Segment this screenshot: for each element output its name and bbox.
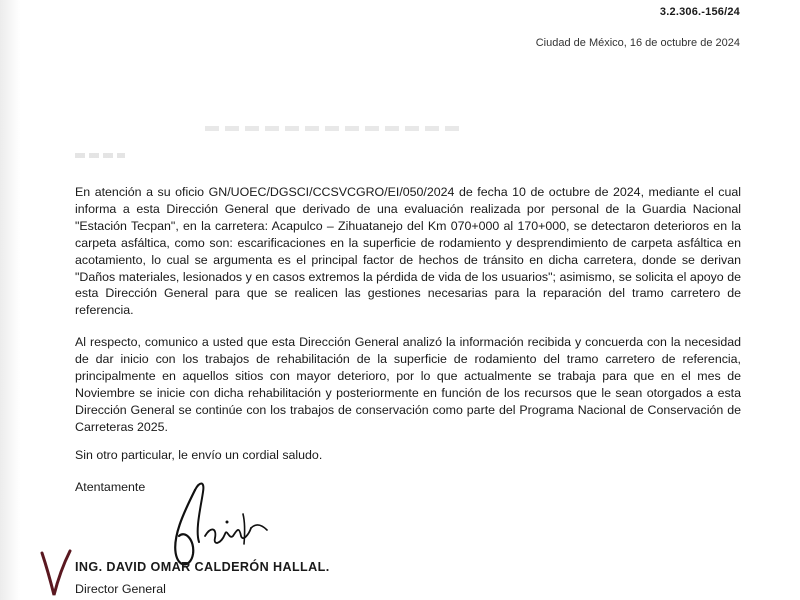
- faded-salutation: [75, 153, 125, 158]
- page-edge-shadow: [0, 0, 20, 600]
- body-paragraph-2: Al respecto, comunico a usted que esta Dirección General analizó la información recibida y concuerda con la necesidad de dar inicio con los trabajos de rehabilitación de la superficie de rodamiento del tramo carretero de referencia, principalmente en aquellos sitios con mayor deterioro, por lo que actualmente se trabaja para que en el mes de Noviembre se inicie con dicha rehabilitación y posteriormente en función de los recursos que le sean otorgados a esta Dirección General se continúe con los trabajos de conservación como parte del Programa Nacional de Conservación de Carreteras 2025.: [75, 335, 741, 434]
- farewell: Atentamente: [75, 480, 146, 494]
- reference-number: 3.2.306.-156/24: [659, 6, 740, 18]
- check-mark-icon: [36, 545, 76, 600]
- body-paragraph-1: En atención a su oficio GN/UOEC/DGSCI/CCSVCGRO/EI/050/2024 de fecha 10 de octubre de 2024, mediante el cual informa a esta Dirección General que derivado de una evaluación realizada por personal de la Guardia Nacional "Estación Tecpan", en la carretera: Acapulco – Zihuatanejo del Km 070+000 al 170+000, se detectaron deterioros en la carpeta asfáltica, como son: escarificaciones en la superficie de rodamiento y desprendimiento de carpeta asfáltica en acotamiento, lo cual se argumenta es el principal factor de hechos de tránsito en dicha carretera, donde se derivan "Daños materiales, lesionados y en casos extremos la pérdida de vida de los usuarios"; asimismo, se solicita el apoyo de esta Dirección General para que se realicen las gestiones necesarias para la reparación del tramo carretero de referencia.: [75, 185, 741, 318]
- closing-line: Sin otro particular, le envío un cordial saludo.: [75, 448, 323, 462]
- faded-recipient-line: [205, 126, 465, 131]
- signer-title: Director General: [75, 582, 166, 596]
- letter-body: [75, 184, 741, 451]
- place-date: Ciudad de México, 16 de octubre de 2024: [535, 37, 740, 49]
- signer-name: ING. DAVID OMAR CALDERÓN HALLAL.: [75, 560, 330, 574]
